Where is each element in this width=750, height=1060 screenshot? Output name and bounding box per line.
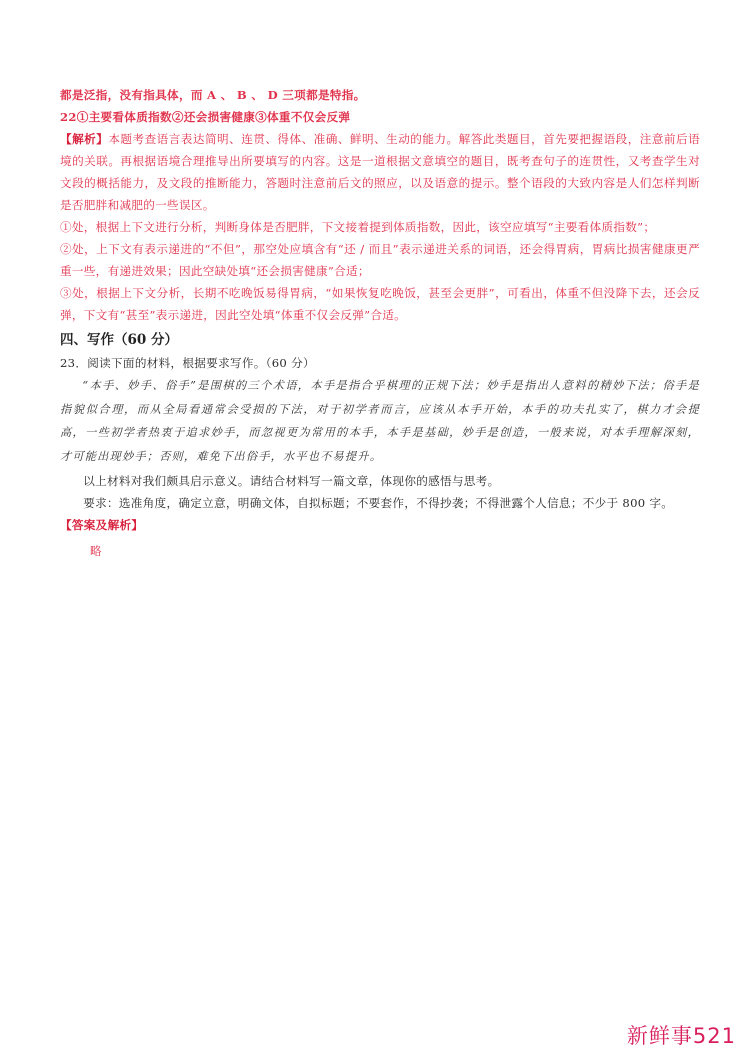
- q23-prompt: 23．阅读下面的材料，根据要求写作。（60 分）: [60, 356, 315, 370]
- analysis-point-1: ①处，根据上下文进行分析，判断身体是否肥胖，下文接着提到体质指数，因此，该空应填写“主要看体质指数”；: [60, 220, 656, 234]
- writing-instruction: 以上材料对我们颇具启示意义。请结合材料写一篇文章，体现你的感悟与思考。: [83, 474, 500, 488]
- writing-section-heading: 四、写作（60 分）: [60, 332, 178, 348]
- q22-answer: 22①主要看体质指数②还会损害健康③体重不仅会反弹: [60, 110, 351, 124]
- analysis-continuation: 都是泛指，没有指具体，而 A 、 B 、 D 三项都是特指。: [60, 88, 366, 102]
- analysis-point-3: ③处，根据上下文分析，长期不吃晚饭易得胃病，“如果恢复吃晚饭，甚至会更胖”，可看出，体重不但没降下去，还会反弹，下文有“甚至”表示递进，因此空处填“体重不仅会反弹”合适。: [60, 286, 700, 322]
- answer-text: 略: [90, 544, 102, 558]
- document-page: [60, 84, 700, 562]
- jiexi-paragraph: [60, 128, 700, 216]
- analysis-point-2: ②处，上下文有表示递进的“不但”，那空处应填含有“还 / 而且”表示递进关系的词语，还会得胃病，胃病比损害健康更严重一些，有递进效果；因此空缺处填“还会损害健康”合适；: [60, 242, 700, 278]
- answer-tag: 【答案及解析】: [60, 518, 144, 532]
- writing-material: “本手、妙手、俗手”是围棋的三个术语，本手是指合乎棋理的正规下法；妙手是指出人意料的精妙下法；俗手是指貌似合理，而从全局看通常会受损的下法，对于初学者而言，应该从本手开始，本手的功夫扎实了，棋力才会提高，一些初学者热衷于追求妙手，而忽视更为常用的本手，本手是基础，妙手是创造，一般来说，对本手理解深刻，才可能出现妙手；否则，难免下出俗手，水平也不易提升。: [60, 379, 700, 463]
- writing-requirements: 要求：选准角度，确定立意，明确文体，自拟标题；不要套作，不得抄袭；不得泄露个人信息；不少于 800 字。: [83, 496, 674, 510]
- jiexi-text: 本题考查语言表达简明、连贯、得体、准确、鲜明、生动的能力。解答此类题目，首先要把握语段，注意前后语境的关联。再根据语境合理推导出所要填写的内容。这是一道根据文意填空的题目，既考查句子的连贯性，又考查学生对文段的概括能力，及文段的推断能力，答题时注意前后文的照应，以及语意的提示。整个语段的大致内容是人们怎样判断是否肥胖和减肥的一些误区。: [60, 132, 701, 212]
- jiexi-tag: 【解析】: [60, 132, 109, 146]
- watermark: 新鲜事521: [626, 1024, 736, 1048]
